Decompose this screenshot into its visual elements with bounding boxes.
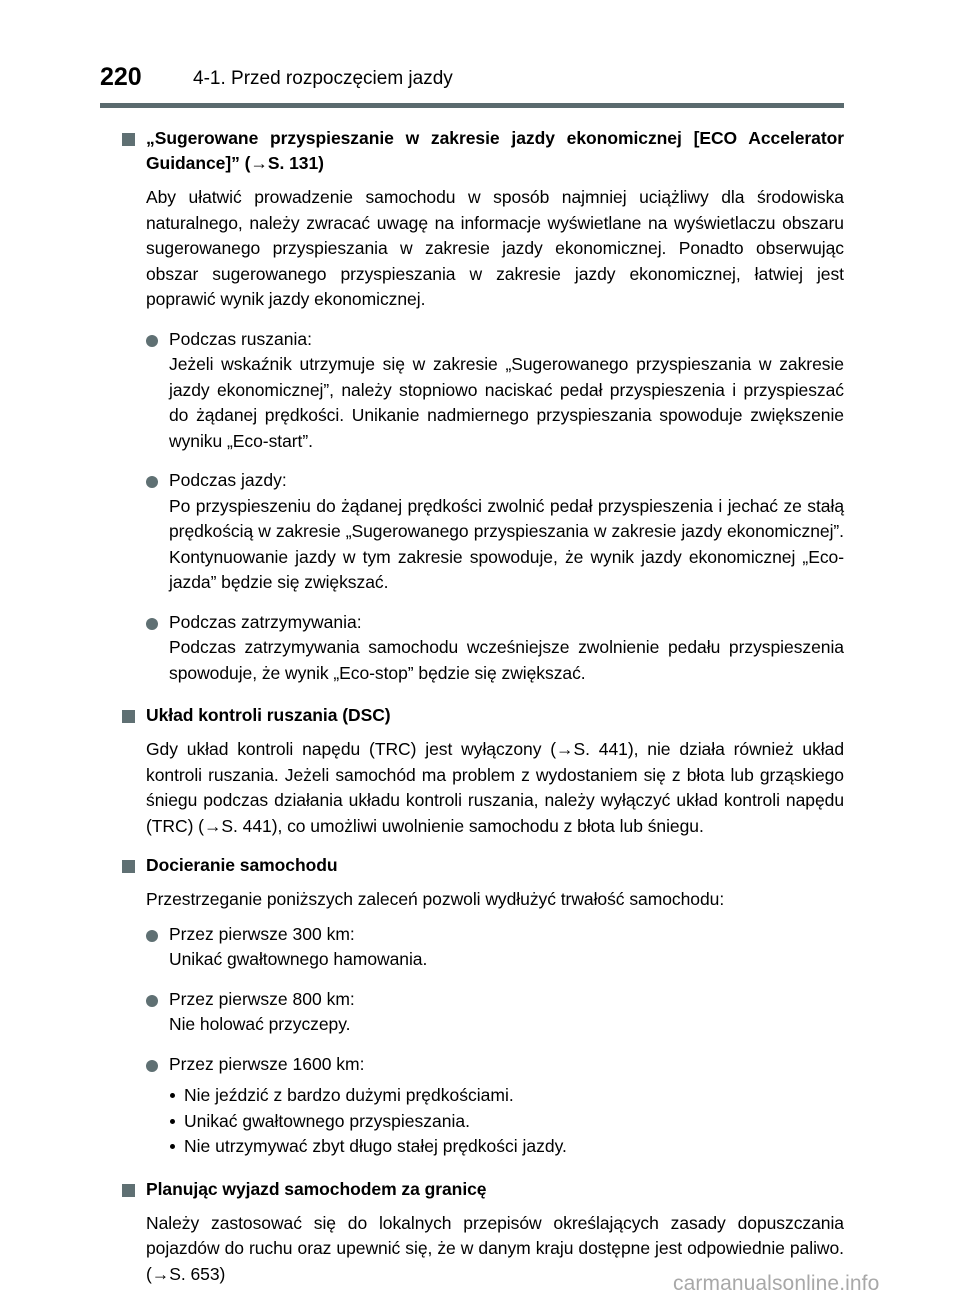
section-break-in: [122, 853, 844, 878]
watermark: carmanualsonline.info: [673, 1272, 880, 1295]
round-bullet-icon: [146, 995, 158, 1007]
spacer: [122, 913, 844, 922]
list-item-title: Przez pierwsze 800 km:: [169, 988, 355, 1009]
list-item-body: Podczas zatrzymywania samochodu wcześniejsze zwolnienie pedału przyspieszenia spowoduje, że wynik „Eco-stop” będzie się zwiększać.: [169, 637, 844, 683]
section-eco-accelerator: [122, 126, 844, 176]
square-bullet-icon: [122, 860, 135, 873]
sub-list: [169, 1083, 844, 1160]
sub-list-item: [169, 1109, 844, 1135]
spacer: [122, 1202, 844, 1211]
sub-list-item-label: Nie jeździć z bardzo dużymi prędkościami.: [184, 1085, 514, 1105]
list-item-body: Unikać gwałtownego hamowania.: [169, 949, 428, 969]
spacer: [122, 878, 844, 887]
page-header: [100, 62, 845, 96]
list-item-body: Po przyspieszeniu do żądanej prędkości zwolnić pedał przyspieszenia i jechać ze stałą prędkością w zakresie „Sugerowanego przyspieszania w zakresie jazdy ekonomicznej”. Kontynuowanie jazdy w tym zakresie spowoduje, że wynik jazdy ekonomicznej „Eco-jazda” będzie się zwiększać.: [169, 495, 844, 592]
header-divider: [100, 103, 844, 108]
spacer: [122, 686, 844, 703]
round-bullet-icon: [146, 476, 158, 488]
section-heading: Planując wyjazd samochodem za granicę: [146, 1178, 487, 1199]
spacer: [122, 973, 844, 987]
section-dsc: [122, 703, 844, 728]
square-bullet-icon: [122, 1184, 135, 1197]
section-intro-paragraph: Gdy układ kontroli napędu (TRC) jest wyłączony (→S. 441), nie działa również układ kontroli ruszania. Jeżeli samochód ma problem z wydostaniem się z błota lub grząskiego śniegu podczas działania układu kontroli ruszania, należy wyłączyć układ kontroli napędu (TRC) (→S. 441), co umożliwi uwolnienie samochodu z błota lub śniegu.: [146, 739, 844, 836]
list-item-title: Przez pierwsze 1600 km:: [169, 1053, 365, 1074]
section-heading: Docieranie samochodu: [146, 855, 338, 875]
section-intro-paragraph: Aby ułatwić prowadzenie samochodu w sposób najmniej uciążliwy dla środowiska naturalnego, należy zwracać uwagę na informacje wyświetlane na wyświetlaczu obszaru sugerowanego przyspieszania w zakresie jazdy ekonomicznej. Ponadto obserwując obszar sugerowanego przyspieszania w zakresie jazdy ekonomicznej, łatwiej jest poprawić wynik jazdy ekonomicznej.: [146, 187, 844, 309]
list-item: [146, 468, 844, 596]
spacer: [122, 1160, 844, 1177]
round-bullet-icon: [146, 930, 158, 942]
list-item-title: Przez pierwsze 300 km:: [169, 923, 355, 944]
spacer: [122, 596, 844, 610]
spacer: [122, 176, 844, 185]
square-bullet-icon: [122, 133, 135, 146]
spacer: [122, 1038, 844, 1052]
small-bullet-icon: [170, 1093, 175, 1098]
page-content: [122, 126, 844, 1287]
list-item: [146, 1052, 844, 1078]
sub-list-item-label: Nie utrzymywać zbyt długo stałej prędkości jazdy.: [184, 1136, 567, 1156]
section-intro-paragraph: Należy zastosować się do lokalnych przepisów określających zasady dopuszczania pojazdów do ruchu oraz upewnić się, że w danym kraju dostępne jest odpowiednie paliwo. (→S. 653): [146, 1212, 844, 1284]
list-item: [146, 987, 844, 1038]
page-number: 220: [100, 63, 142, 91]
list-item: [146, 922, 844, 973]
list-item-title: Podczas jazdy:: [169, 470, 287, 490]
small-bullet-icon: [170, 1144, 175, 1149]
spacer: [122, 454, 844, 468]
list-item: [146, 610, 844, 687]
square-bullet-icon: [122, 710, 135, 723]
sub-list-item: [169, 1134, 844, 1160]
list-item-body: Nie holować przyczepy.: [169, 1014, 351, 1034]
spacer: [122, 313, 844, 327]
list-item: [146, 327, 844, 455]
list-item-title: Podczas zatrzymywania:: [169, 611, 362, 632]
round-bullet-icon: [146, 1060, 158, 1072]
spacer: [122, 728, 844, 737]
spacer: [122, 839, 844, 853]
list-item-body: Jeżeli wskaźnik utrzymuje się w zakresie „Sugerowanego przyspieszania w zakresie jazdy ekonomicznej”, należy stopniowo naciskać pedał przyspieszenia i przyspieszać do żądanej prędkości. Unikanie nadmiernego przyspieszania spowoduje zwiększenie wyniku „Eco-start”.: [169, 354, 844, 451]
section-heading: Układ kontroli ruszania (DSC): [146, 705, 391, 725]
section-abroad: [122, 1177, 844, 1202]
list-item-title: Podczas ruszania:: [169, 328, 312, 349]
section-intro-paragraph: Przestrzeganie poniższych zaleceń pozwoli wydłużyć trwałość samochodu:: [146, 889, 725, 909]
round-bullet-icon: [146, 618, 158, 630]
section-heading: „Sugerowane przyspieszanie w zakresie jazdy ekonomicznej [ECO Accelerator Guidance]” (→S. 131): [146, 128, 844, 173]
small-bullet-icon: [170, 1119, 175, 1124]
sub-list-item: [169, 1083, 844, 1109]
round-bullet-icon: [146, 335, 158, 347]
sub-list-item-label: Unikać gwałtownego przyspieszania.: [184, 1110, 470, 1131]
chapter-title: 4-1. Przed rozpoczęciem jazdy: [193, 68, 453, 89]
